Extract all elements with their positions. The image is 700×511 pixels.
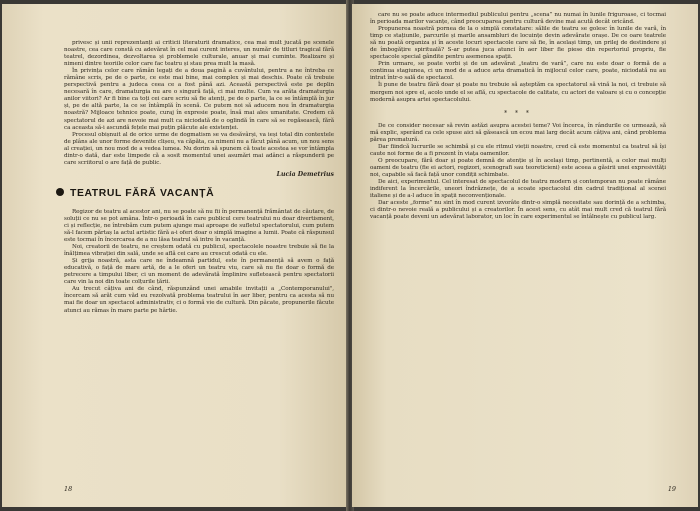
left-page: [2, 4, 348, 507]
author-signature: Lucia Demetrius: [276, 170, 334, 178]
right-paragraph: care nu se poate aduce intermediul publicului pentru „scena” nu numai în lunile friguroase, ci tocmai în perioada marilor vacanțe, când preocuparea pentru cultură devine mai acută decât oricând.: [370, 12, 666, 26]
left-paragraph: privesc și unii reprezentanți ai criticii literaturii dramatice, cea mai mult jucată pe scenele noastre, cea care constă cu adevărat în cel mai curent interes, un număr de titluri tragical fără teatrel, dezordinea, dezvoltarea și problemele culturale, anuar și mai cuminte. Realizare și nimeni dintre teoriile celor care fac teatru și stau prea mult la masă.: [64, 40, 334, 68]
left-paragraph: În privința celor care rămân legați de a doua pagină a cuvântului, pentru a ne întreba ce rămâne scris, pe de o parte, ce este mai bine, mai complex și mai deschis. Poate că trebuie perspectivă pentru a judeca ceea ce a fost până azi. Această perspectivă este pe deplin necesară în care, dramaturgia nu are o singură față, ci mai multe. Cum va arăta dramaturgia anilor viitori? Ar fi bine ca toți cei care scriu să fie atenți, pe de o parte, la ce se întâmplă în jur și, pe de altă parte, la ce se întâmplă în scenă. Ce putem noi să aducem nou în dramaturgia noastră? Mijloace tehnice poate, curaj în expresie poate, însă mai ales umanitate. Credem că spectatorul de azi are nevoie mai mult ca niciodată de o oglindă în care să se regăsească, fără ca aceasta să-i ascundă fețele mai puțin plăcute ale existenței.: [64, 68, 334, 131]
right-paragraph: O preocupare, fără doar și poate demnă de atenție și în același timp, pertinentă, a celor mai mulți oameni de teatru (fie ei actori, regizori, scenografi sau teoreticieni) este aceea a găsirii unei expresivități noi, capabile să facă față unor condiții schimbate.: [370, 157, 666, 178]
right-paragraph: Prin urmare, se poate vorbi și de un adevărat „teatru de vară”, care nu este doar o formă de a continua stagiunea, ci un mod de a aduce arta dramatică în mijlocul celor care, poate, niciodată nu au intrat într-o sală de spectacol.: [370, 61, 666, 82]
right-paragraph: Dar aceste „forme” nu sint în mod curent izvorâte dintr-o simplă necesitate sau dorință de a schimba, ci dintr-o nevoie reală a publicului și a creatorilor. În acest sens, cu atât mai mult cred că teatrul fără vacanță poate deveni un adevărat laborator, un loc în care experimentul se întâlnește cu publicul larg.: [370, 200, 666, 221]
left-bottom-article: [64, 209, 334, 315]
right-page: [352, 4, 698, 507]
right-paragraph: Îi pune de teatru fără doar și poate nu trebuie să așteptăm ca spectatorul să vină la noi, ci trebuie să mergem noi spre el, acolo unde el se află, cu spectacole de calitate, cu actori de valoare și cu o concepție modernă asupra artei spectacolului.: [370, 82, 666, 103]
page-number-left: 18: [64, 485, 73, 493]
left-paragraph: Noi, creatorii de teatru, ne creștem odată cu publicul, spectacolele noastre trebuie să fie la înălțimea vibrației din sală, unde se află cei care au crescut odată cu ele.: [64, 244, 334, 258]
left-top-article: [64, 40, 334, 167]
left-paragraph: Procesul obișnuit al de orice urme de dogmatism se va desăvârși, va ieși total din contextele de plâns ale unor forme devenite clișeu, va căpăta, ca nimeni nu a făcut până acum, un nou sens al creației, un nou mod de a vedea lumea. Nu dorim să spunem că toate acestea se vor întâmpla dintr-o dată, dar este limpede că a sosit momentul unei asumări mai adânci a răspunderii pe care scriitorul o are față de public.: [64, 131, 334, 166]
right-bottom-article: [370, 123, 666, 222]
bullet-icon: [56, 188, 64, 196]
right-top-article: [370, 12, 666, 104]
left-paragraph: Au trecut câțiva ani de când, răspunzând unei amabile invitații a „Contemporanului", încercam să arăt cum văd eu rezolvată problema teatrului în aer liber, pentru ca acesta să nu mai fie doar un spectacol administrativ, ci o formă vie de cultură. Din păcate, propunerile făcute atunci au rămas în mare parte pe hârtie.: [64, 286, 334, 314]
section-separator: * * *: [504, 109, 532, 117]
left-paragraph: Și grija noastră, asta care ne îndeamnă partidul, este în permanență să avem o față educativă, o față de mare artă, de a le oferi un teatru viu, care să nu fie doar o formă de petrecere a timpului liber, ci un moment de adevărată împlinire sufletească pentru spectatorii care vin la noi din toate colțurile țării.: [64, 258, 334, 286]
left-paragraph: Regizor de teatru al acestor ani, nu se poate să nu fii în permanență frământat de căutare, de soluții ce nu se pot amâna. Într-o perioadă în care publicul cere teatrului nu doar divertisment, ci și reflecție, ne întrebăm cum putem ajunge mai aproape de sufletul spectatorului, cum putem să-l facem părtaș la actul artistic fără a-i oferi doar o simplă imagine a lumii. Poate că răspunsul este tocmai în încercarea de a nu lăsa teatrul să intre în vacanță.: [64, 208, 334, 244]
article-title: TEATRUL FĂRĂ VACANȚĂ: [70, 187, 215, 199]
right-paragraph: De ce consider necesar să revin astăzi asupra acestei teme? Voi încerca, în rândurile ce urmează, să mă explic, sperând ca cele spuse aici să găsească un ecou mai larg decât acum câțiva ani, când problema părea prematură.: [370, 122, 666, 143]
right-paragraph: De aici, experimentul. Cel interesat de spectacolul de teatru modern și contemporan nu poate rămâne indiferent la încercările, uneori îndrăznețe, de a scoate spectacolul din cadrul tradițional al scenei italiene și de a-l aduce în spații neconvenționale.: [370, 178, 666, 200]
right-paragraph: Dar fiindcă lucrurile se schimbă și cu ele ritmul vieții noastre, cred că este momentul ca teatrul să își caute noi forme de a fi prezent în viața oamenilor.: [370, 143, 666, 157]
article-heading: [56, 188, 334, 199]
page-number-right: 19: [667, 485, 676, 493]
right-paragraph: Propunerea noastră pornea de la o simplă constatare: sălile de teatru se golesc în lunile de vară, în timp ce stațiunile, parcurile și marile ansambluri de locuințe devin adevărate orașe. De ce oare teatrele să nu poată organiza și în aceste locuri spectacole care să fie, în același timp, un prilej de destindere și de îmbogățire spirituală? S-ar putea juca atunci în aer liber fie piese din repertoriul propriu, fie spectacole special gândite pentru asemenea spații.: [370, 26, 666, 61]
